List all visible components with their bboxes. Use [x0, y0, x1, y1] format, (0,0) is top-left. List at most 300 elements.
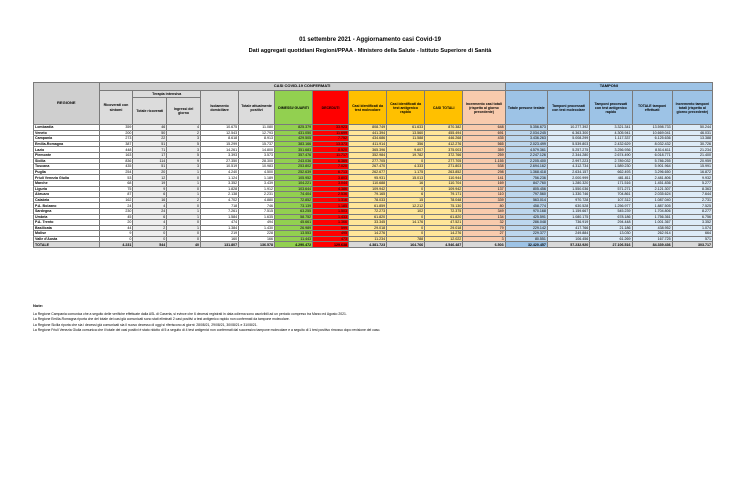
table-cell: 836 — [99, 158, 133, 164]
table-cell: 262.677 — [349, 169, 387, 175]
table-cell: 13.598.733 — [632, 125, 672, 131]
table-cell: 73.139 — [275, 203, 313, 209]
table-cell: 95.931 — [349, 175, 387, 181]
region-name: Sardegna — [34, 208, 100, 214]
table-cell: 6.018.771 — [632, 152, 672, 158]
table-cell: 11.717 — [313, 152, 349, 158]
table-cell: 1.074 — [672, 225, 712, 231]
table-cell: 1 — [167, 208, 201, 214]
table-cell: 58.752 — [275, 214, 313, 220]
col-molecular-tests: Tamponi processati con test molecolare — [552, 103, 586, 112]
table-cell: 63.255 — [275, 208, 313, 214]
table-cell: 7.644 — [672, 192, 712, 198]
table-cell: 1 — [167, 225, 201, 231]
table-cell: 80.551 — [505, 236, 547, 242]
table-cell: 9 — [99, 231, 133, 237]
table-cell: 243.036 — [275, 158, 313, 164]
table-cell: 5.257.275 — [547, 147, 589, 153]
region-name: Marche — [34, 180, 100, 186]
table-cell: 6.713 — [313, 169, 349, 175]
table-cell: 0 — [167, 236, 201, 242]
table-cell: 571 — [672, 236, 712, 242]
table-cell: 162 — [99, 197, 133, 203]
table-cell: 0 — [133, 236, 167, 242]
table-cell: 435 — [99, 164, 133, 170]
region-name: Friuli Venezia Giulia — [34, 175, 100, 181]
table-cell: 3.352 — [201, 180, 239, 186]
table-cell: 32 — [463, 220, 505, 226]
table-cell: 5.786.255 — [632, 158, 672, 164]
table-cell: 2.035.624 — [632, 192, 672, 198]
table-cell: 16 — [133, 197, 167, 203]
table-cell: 4.240 — [201, 169, 239, 175]
col-total-hospitalized: Totale ricoverati — [136, 109, 164, 113]
table-cell: 383.166 — [275, 141, 313, 147]
table-cell: 160 — [201, 236, 239, 242]
table-cell: 1.828 — [201, 186, 239, 192]
note-line: La Regione Campania comunica che a seguito delle verifiche effettuate dalla ASL di Caserta, si evince che 6 decessi registrati in data odierna sono ascrivibili ad un periodo compreso tra Marzo ed Agosto 2021. — [33, 312, 347, 317]
table-cell: 4.305.941 — [590, 130, 632, 136]
group-intensive-care: Terapia intensiva — [133, 91, 201, 98]
table-cell: 7.020 — [313, 164, 349, 170]
table-cell: 417.766 — [547, 225, 589, 231]
table-cell: 21.186 — [590, 225, 632, 231]
col-recovered: DIMESSI/ GUARITI — [278, 105, 309, 110]
table-cell: 3 — [463, 236, 505, 242]
col-region: REGIONE — [34, 83, 100, 125]
table-cell: 1.366 — [313, 220, 349, 226]
table-cell: 17 — [133, 152, 167, 158]
table-cell: 4.231 — [99, 242, 133, 248]
table-cell: 61.820 — [349, 214, 387, 220]
table-cell: 0 — [167, 203, 201, 209]
table-cell: 1.117.337 — [590, 136, 632, 142]
table-cell: 262.914 — [632, 231, 672, 237]
table-cell: 166 — [239, 236, 275, 242]
region-name: Liguria — [34, 186, 100, 192]
table-cell: 267.470 — [349, 164, 387, 170]
table-cell: 4.579.361 — [505, 147, 547, 153]
region-name: Lombardia — [34, 125, 100, 131]
table-cell: 3.044 — [313, 180, 349, 186]
table-cell: 51 — [133, 141, 167, 147]
table-cell: 2.634.157 — [547, 169, 589, 175]
table-cell: 1.175 — [387, 169, 425, 175]
table-cell: 1.280.320 — [547, 180, 589, 186]
region-name: Emilia-Romagna — [34, 141, 100, 147]
table-cell: 79.171 — [425, 192, 463, 198]
table-cell: 105.952 — [275, 175, 313, 181]
table-cell: 15.013 — [387, 175, 425, 181]
table-cell: 6.756 — [672, 214, 712, 220]
table-cell: 1.159.667 — [547, 208, 589, 214]
table-cell: 71 — [133, 147, 167, 153]
table-cell: 136.578 — [239, 242, 275, 248]
table-cell: 356 — [387, 141, 425, 147]
table-cell: 167.725 — [632, 236, 672, 242]
col-cases-increment: Incremento casi totali (rispetto al giorno precedente) — [465, 101, 502, 114]
table-cell: 4.333 — [387, 164, 425, 170]
table-cell: 29.018 — [349, 225, 387, 231]
region-name: P.A. Trento — [34, 220, 100, 226]
table-cell: 2.674.490 — [590, 152, 632, 158]
table-cell: 0 — [99, 236, 133, 242]
table-cell: 24 — [99, 203, 133, 209]
table-cell: 435 — [463, 136, 505, 142]
table-cell: 169 — [463, 180, 505, 186]
table-cell: 110.688 — [349, 180, 387, 186]
table-cell: 30.726 — [672, 141, 712, 147]
table-cell: 1.316 — [313, 197, 349, 203]
region-name: Calabria — [34, 197, 100, 203]
table-cell: 8.618 — [201, 136, 239, 142]
table-cell: 1.756.361 — [632, 214, 672, 220]
table-cell: 74.404 — [275, 192, 313, 198]
table-cell: 12.543 — [201, 130, 239, 136]
table-cell: 1.001.367 — [632, 220, 672, 226]
table-cell: 252.639 — [275, 169, 313, 175]
table-cell: 746 — [239, 203, 275, 209]
table-cell: 61.633 — [387, 125, 425, 131]
table-cell: 2.247.126 — [505, 152, 547, 158]
table-cell: 20 — [133, 169, 167, 175]
table-cell: 1.430 — [239, 225, 275, 231]
table-cell: 2 — [167, 130, 201, 136]
col-molecular-cases: Casi identificati da test molecolare — [352, 103, 384, 112]
table-cell: 298 — [463, 169, 505, 175]
notes-section — [33, 303, 633, 333]
region-name: Toscana — [34, 164, 100, 170]
report-title: 01 settembre 2021 - Aggiornamento casi Covid-19 — [299, 37, 441, 43]
col-total-tests: TOTALE tamponi effettuati — [637, 103, 667, 112]
table-cell: 68 — [99, 180, 133, 186]
table-cell: 8.520 — [313, 147, 349, 153]
table-cell: 6 — [133, 214, 167, 220]
table-cell: 47.521 — [425, 220, 463, 226]
table-cell: 2.432.629 — [590, 141, 632, 147]
table-cell: 294.448 — [590, 220, 632, 226]
table-cell: 6.369 — [313, 158, 349, 164]
region-name: Sicilia — [34, 158, 100, 164]
table-cell: 5.008.299 — [547, 136, 589, 142]
table-cell: 7.515 — [239, 208, 275, 214]
table-cell: 448 — [99, 147, 133, 153]
report-header — [0, 36, 740, 55]
table-cell: 1.704.806 — [632, 208, 672, 214]
table-cell: 4.290.472 — [275, 242, 313, 248]
table-cell: 12.212 — [387, 203, 425, 209]
table-cell: 4.381.723 — [349, 242, 387, 248]
table-cell: 357.476 — [275, 152, 313, 158]
table-cell: 0 — [387, 214, 425, 220]
table-cell: 455.494 — [425, 130, 463, 136]
col-daily-admissions: Ingressi del giorno — [173, 107, 194, 115]
table-cell: 9 — [133, 186, 167, 192]
table-cell: 545.239 — [590, 208, 632, 214]
table-cell: 1.087.040 — [632, 197, 672, 203]
table-cell: 14.176 — [387, 220, 425, 226]
table-cell: 825.379 — [275, 125, 313, 131]
table-cell: 0 — [167, 220, 201, 226]
table-cell: 12 — [133, 175, 167, 181]
table-cell: 1 — [167, 180, 201, 186]
table-cell: 704.861 — [590, 192, 632, 198]
table-cell: 75 — [99, 186, 133, 192]
report-subtitle: Dati aggregati quotidiani Regioni/PPAA - Ministero della Salute - Istituto Superiore di Sanità — [248, 48, 492, 54]
table-cell: 8.514.611 — [632, 147, 672, 153]
table-cell: 1 — [167, 192, 201, 198]
table-cell: 27.106.516 — [590, 242, 632, 248]
table-cell: 0 — [167, 175, 201, 181]
table-cell: 365.396 — [349, 147, 387, 153]
table-cell: 425.591 — [505, 214, 547, 220]
region-name: Puglia — [34, 169, 100, 175]
table-cell: 1.368.418 — [505, 169, 547, 175]
table-cell: 1.124 — [201, 175, 239, 181]
table-cell: 137 — [463, 186, 505, 192]
table-cell: 434.686 — [349, 136, 387, 142]
table-cell: 970.168 — [505, 208, 547, 214]
table-cell: 253.802 — [275, 164, 313, 170]
table-cell: 3.296.650 — [632, 169, 672, 175]
table-cell: 7.752 — [313, 136, 349, 142]
col-tests-increment: Incremento tamponi totali (rispetto al giorno precedente) — [675, 101, 710, 114]
table-cell: 13.373 — [313, 141, 349, 147]
table-cell: 664 — [672, 231, 712, 237]
table-cell: 6.503 — [463, 242, 505, 248]
table-cell: 84.339.436 — [632, 242, 672, 248]
table-cell: 0 — [387, 231, 425, 237]
table-cell: 51 — [133, 164, 167, 170]
table-cell: 53 — [99, 175, 133, 181]
table-cell: 2.731 — [672, 197, 712, 203]
table-cell: 9 — [167, 158, 201, 164]
table-cell: 10.669.041 — [632, 130, 672, 136]
table-cell: 2.138 — [201, 192, 239, 198]
table-cell: 249.884 — [547, 231, 589, 237]
note-line: La Regione Emilia-Romagna riporta che del totale dei casi già comunicati sono stati eliminati 2 casi positivi a test antigenico rapido non confermati da tampone molecolare. — [33, 317, 290, 322]
table-cell: 11.699 — [313, 130, 349, 136]
table-cell: 26.989 — [275, 225, 313, 231]
table-cell: 11.588 — [387, 136, 425, 142]
table-cell: 19 — [133, 180, 167, 186]
table-cell: 7.261 — [201, 208, 239, 214]
table-cell: 1.330.746 — [547, 192, 589, 198]
table-cell: 4.546.487 — [425, 242, 463, 248]
table-cell: 3.321.341 — [590, 125, 632, 131]
table-cell: 107.312 — [590, 197, 632, 203]
table-cell: 8.032.432 — [632, 141, 672, 147]
table-cell: 50.244 — [672, 125, 712, 131]
table-cell: 10.983 — [239, 164, 275, 170]
table-cell: 16.872 — [672, 169, 712, 175]
group-tests: TAMPONI — [505, 83, 712, 91]
table-cell: 13.553 — [275, 231, 313, 237]
table-cell: 691 — [463, 130, 505, 136]
table-cell: 263.852 — [425, 169, 463, 175]
table-cell: 3 — [167, 147, 201, 153]
table-cell: 229.377 — [505, 231, 547, 237]
table-cell: 6 — [387, 192, 425, 198]
table-cell: 16 — [387, 180, 425, 186]
table-cell: 14.276 — [425, 231, 463, 237]
table-cell: 2.789.032 — [590, 158, 632, 164]
table-cell: 1 — [167, 214, 201, 220]
table-cell: 200 — [99, 130, 133, 136]
table-cell: 45 — [99, 214, 133, 220]
table-cell: 12.793 — [239, 130, 275, 136]
table-cell: 102 — [387, 208, 425, 214]
table-cell: 11.443 — [275, 236, 313, 242]
table-cell: 129.638 — [313, 242, 349, 248]
table-cell: 28.300 — [239, 158, 275, 164]
col-home-isolation: Isolamento domiciliare — [210, 103, 229, 112]
table-cell: 481.811 — [590, 175, 632, 181]
table-cell: 5.901.964 — [632, 164, 672, 170]
table-cell: 29.018 — [425, 225, 463, 231]
table-cell: 1.256.977 — [590, 203, 632, 209]
table-cell: 630.528 — [547, 203, 589, 209]
table-cell: 431.050 — [275, 130, 313, 136]
table-cell: 563.014 — [505, 197, 547, 203]
col-people-tested: Totale persone testate — [507, 105, 545, 110]
table-cell: 1.185 — [313, 203, 349, 209]
table-cell: 11.080 — [239, 125, 275, 131]
table-cell: 4.386 — [313, 186, 349, 192]
table-cell: 349 — [463, 208, 505, 214]
table-cell: 33.923 — [313, 125, 349, 131]
table-cell: 131.807 — [201, 242, 239, 248]
table-cell: 46.031 — [672, 130, 712, 136]
table-cell: 375.003 — [425, 147, 463, 153]
table-cell: 5 — [167, 152, 201, 158]
table-cell: 271.803 — [425, 164, 463, 170]
table-cell: 473 — [313, 236, 349, 242]
table-cell: 5.277 — [672, 180, 712, 186]
table-cell: 72.852 — [275, 197, 313, 203]
table-cell: 2.344.280 — [547, 152, 589, 158]
table-cell: 2.694.162 — [505, 164, 547, 170]
table-cell: 229.142 — [505, 225, 547, 231]
table-cell: 2.023.499 — [505, 141, 547, 147]
table-cell: 22 — [133, 136, 167, 142]
region-name: TOTALE — [34, 242, 100, 248]
table-cell: 24 — [133, 208, 167, 214]
table-cell: 2.481.806 — [632, 175, 672, 181]
table-cell: 1.887.505 — [632, 203, 672, 209]
table-cell: 230 — [99, 208, 133, 214]
table-cell: 19.782 — [387, 152, 425, 158]
table-cell: 40 — [167, 242, 201, 248]
table-cell: 20 — [99, 220, 133, 226]
table-cell: 2.121.307 — [632, 186, 672, 192]
table-cell: 808.749 — [349, 125, 387, 131]
table-cell: 359 — [99, 125, 133, 131]
table-cell: 78.048 — [425, 197, 463, 203]
region-name: Abruzzo — [34, 192, 100, 198]
col-current-positive: Totale attualmente positivi — [241, 103, 272, 112]
table-cell: 78.033 — [349, 197, 387, 203]
table-cell: 33.345 — [349, 220, 387, 226]
table-cell: 3.393 — [201, 152, 239, 158]
table-cell: 286.048 — [505, 220, 547, 226]
region-name: Umbria — [34, 214, 100, 220]
table-cell: 411.914 — [349, 141, 387, 147]
table-cell: 0 — [387, 186, 425, 192]
table-cell: 10.519 — [201, 164, 239, 170]
table-cell: 57.232.920 — [547, 242, 589, 248]
table-cell: 339 — [463, 197, 505, 203]
table-cell: 141 — [463, 175, 505, 181]
table-cell: 7.525 — [672, 203, 712, 209]
table-cell: 114 — [133, 158, 167, 164]
table-cell: 134 — [463, 214, 505, 220]
table-cell: 21.234 — [672, 147, 712, 153]
table-cell: 756.236 — [505, 175, 547, 181]
table-cell: 2.231 — [239, 192, 275, 198]
table-cell: 0 — [133, 231, 167, 237]
table-cell: 14.276 — [349, 231, 387, 237]
table-cell: 163 — [99, 152, 133, 158]
table-cell: 387 — [99, 141, 133, 147]
table-cell: 46 — [133, 125, 167, 131]
notes-title: Note: — [33, 303, 44, 308]
table-cell: 4.312.734 — [547, 164, 589, 170]
table-cell: 277.705 — [425, 158, 463, 164]
table-cell: 359 — [463, 147, 505, 153]
table-cell: 538 — [463, 164, 505, 170]
table-cell: 219 — [201, 231, 239, 237]
table-cell: 3 — [167, 136, 201, 142]
table-cell: 3.256.936 — [590, 147, 632, 153]
table-cell: 3 — [167, 164, 201, 170]
table-cell: 164.766 — [387, 242, 425, 248]
table-cell: 3.573 — [239, 152, 275, 158]
table-cell: 72.375 — [425, 208, 463, 214]
table-cell: 6.125.636 — [632, 136, 672, 142]
table-cell: 75.130 — [425, 203, 463, 209]
table-cell: 1.550.036 — [547, 186, 589, 192]
table-cell: 61.269 — [590, 236, 632, 242]
table-cell: 15 — [387, 197, 425, 203]
table-cell: 412.276 — [425, 141, 463, 147]
table-cell: 0 — [167, 186, 201, 192]
table-cell: 9.932 — [672, 175, 712, 181]
table-cell: 8.913 — [239, 136, 275, 142]
table-cell: 2.000.999 — [547, 175, 589, 181]
table-cell: 32.420.457 — [505, 242, 547, 248]
table-cell: 565 — [463, 141, 505, 147]
table-cell: 277.705 — [349, 158, 387, 164]
col-antigen-tests: Tamponi processati con test antigenico rapido — [594, 101, 628, 114]
table-cell: 1.451.836 — [632, 180, 672, 186]
table-cell: 4 — [167, 125, 201, 131]
region-name: Valle d'Aosta — [34, 236, 100, 242]
table-cell: 13.560 — [387, 130, 425, 136]
table-cell: 1.503 — [313, 208, 349, 214]
col-hospitalized: Ricoverati con sintomi — [103, 103, 129, 112]
table-cell: 9.607 — [387, 147, 425, 153]
table-cell: 446.268 — [425, 136, 463, 142]
table-cell: 1.189 — [239, 175, 275, 181]
region-name: Molise — [34, 231, 100, 237]
table-cell: 6.363.300 — [547, 130, 589, 136]
table-cell: 3.803 — [313, 175, 349, 181]
table-cell: 259 — [463, 152, 505, 158]
table-cell: 3.439 — [239, 180, 275, 186]
table-cell: 110.944 — [425, 175, 463, 181]
table-cell: 797.560 — [505, 192, 547, 198]
